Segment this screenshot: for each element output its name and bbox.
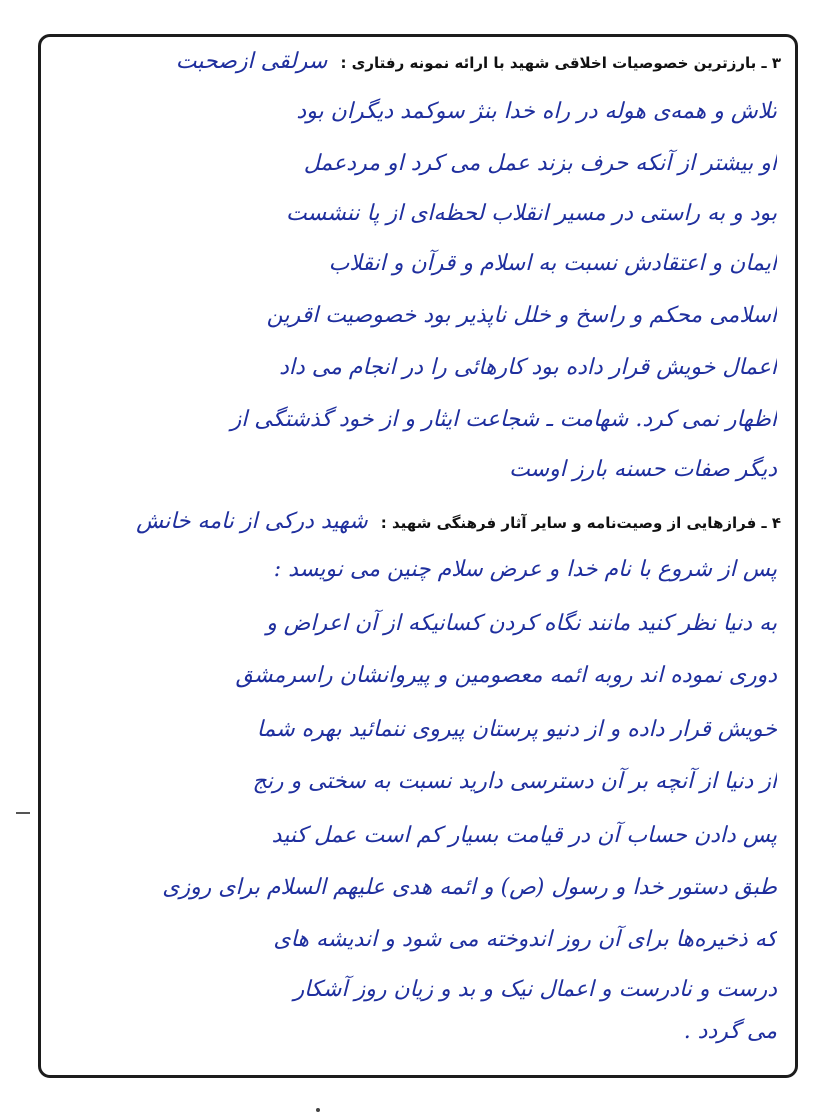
section-3-line-3: بود و به راستی در مسیر انقلاب لحظه‌ای از پا ننشست [286, 201, 777, 226]
section-4-line-1: پس از شروع با نام خدا و عرض سلام چنین می نویسد : [273, 557, 777, 582]
section-4-line-10: می گردد . [683, 1019, 777, 1044]
section-4-heading-row [55, 507, 781, 538]
section-3-line-2: او بیشتر از آنکه حرف بزند عمل می کرد او مردعمل [303, 151, 777, 176]
section-3-line-4: ایمان و اعتقادش نسبت به اسلام و قرآن و انقلاب [328, 251, 777, 276]
section-4-heading: ۴ ـ فرازهایی از وصیت‌نامه و سایر آثار فرهنگی شهید : [380, 514, 781, 532]
section-3-line-7: اظهار نمی کرد. شهامت ـ شجاعت ایثار و از خود گذشتگی از [230, 407, 777, 432]
section-3-heading-row [55, 47, 781, 78]
section-4-line-8: که ذخیره‌ها برای آن روز اندوخته می شود و اندیشه های [273, 927, 777, 952]
section-4-line-9: درست و نادرست و اعمال نیک و بد و زیان روز آشکار [293, 977, 777, 1002]
section-3-line-8: دیگر صفات حسنه بارز اوست [509, 457, 777, 482]
section-3-line-5: اسلامی محکم و راسخ و خلل ناپذیر بود خصوصیت اقرین [266, 303, 777, 328]
section-3-heading: ۳ ـ بارزترین خصوصیات اخلاقی شهید با ارائه نمونه رفتاری : [340, 54, 781, 72]
section-3-line-6: اعمال خویش قرار داده بود کارهائی را در انجام می داد [279, 355, 777, 380]
bottom-dot-mark [316, 1108, 320, 1112]
section-4-line-5: از دنیا از آنچه بر آن دسترسی دارید نسبت به سختی و رنج [252, 769, 777, 794]
section-3-line-1: تلاش و همه‌ی هوله در راه خدا بنژ سوکمد دیگران بود [296, 99, 777, 124]
section-4-first-line-text: شهید درکی از نامه خانش [136, 509, 368, 534]
section-4-line-3: دوری نموده اند روبه ائمه معصومین و پیروانشان راسرمشق [235, 663, 777, 688]
section-4-line-2: به دنیا نظر کنید مانند نگاه کردن کسانیکه از آن اعراض و [266, 611, 777, 636]
section-4-line-4: خویش قرار داده و از دنیو پرستان پیروی ننمائید بهره شما [256, 717, 777, 742]
section-3-first-line-text: سرلقی ازصحبت [175, 49, 328, 74]
handwritten-form-page [38, 34, 798, 1078]
section-4-line-6: پس دادن حساب آن در قیامت بسیار کم است عمل کنید [271, 823, 777, 848]
section-4-line-7: طبق دستور خدا و رسول (ص) و ائمه هدی علیهم السلام برای روزی [162, 875, 777, 900]
margin-tick-mark [16, 812, 30, 814]
